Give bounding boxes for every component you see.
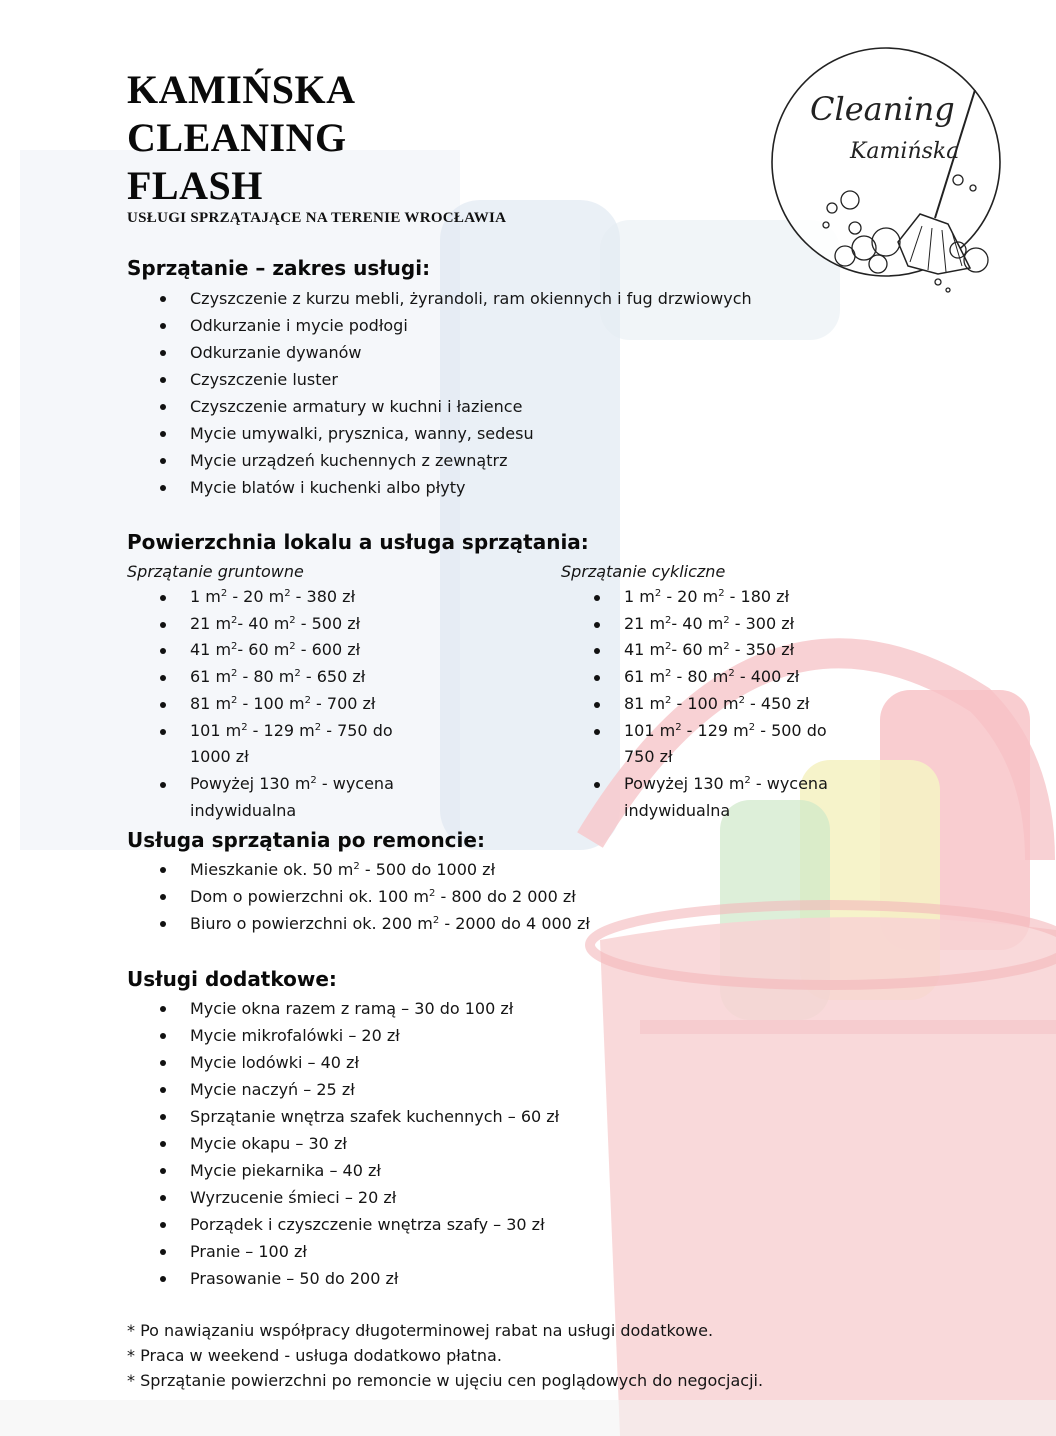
list-item: 81 $m^2 - 100$ $m^2 - 450$ zł	[561, 691, 854, 718]
list-item: Pranie – 100 zł	[127, 1238, 559, 1265]
cyclic-cleaning-label: Sprzątanie cykliczne	[561, 562, 726, 581]
list-item: Sprzątanie wnętrza szafek kuchennych – 60 zł	[127, 1103, 559, 1130]
bullet-icon	[160, 648, 166, 654]
bullet-icon	[160, 1087, 166, 1093]
renovation-list	[127, 856, 590, 937]
list-item: 1 $m^2 - 20$ $m^2 - 180$ zł	[561, 584, 854, 611]
bullet-icon	[160, 1114, 166, 1120]
basic-price-list	[127, 584, 420, 824]
logo-text-kaminska: Kamińska	[850, 139, 960, 164]
scope-heading: Sprzątanie – zakres usługi:	[127, 256, 431, 280]
list-item: 21 $m^2-$ 40 $m^2 - 300$ zł	[561, 611, 854, 638]
list-item: 41 $m^2-$ 60 $m^2 - 600$ zł	[127, 637, 420, 664]
bullet-icon	[160, 350, 166, 356]
list-item: Mycie urządzeń kuchennych z zewnątrz	[127, 447, 752, 474]
list-item: Mycie okapu – 30 zł	[127, 1130, 559, 1157]
bullet-icon	[594, 622, 600, 628]
bullet-icon	[160, 595, 166, 601]
scope-list	[127, 285, 752, 501]
cyclic-price-list	[561, 584, 854, 824]
bullet-icon	[160, 867, 166, 873]
footnotes	[127, 1318, 763, 1393]
bullet-icon	[160, 1006, 166, 1012]
bullet-icon	[160, 1276, 166, 1282]
cleaning-logo	[770, 28, 1010, 298]
list-item: 81 $m^2 - 100$ $m^2 - 700$ zł	[127, 691, 420, 718]
bullet-icon	[160, 296, 166, 302]
list-item: Biuro o powierzchni ok. 200 $m^2 - 2000$ do 4 000 zł	[127, 910, 590, 937]
bullet-icon	[160, 1141, 166, 1147]
list-item: Czyszczenie z kurzu mebli, żyrandoli, ram okiennych i fug drzwiowych	[127, 285, 752, 312]
bullet-icon	[160, 1249, 166, 1255]
list-item: 101 $m^2 - 129$ $m^2 - 500$ do 750 zł	[561, 718, 854, 771]
title-block	[127, 66, 506, 227]
list-item: Mieszkanie ok. 50 $m^2 - 500$ do 1000 zł	[127, 856, 590, 883]
company-name-line-1: KAMIŃSKA	[127, 67, 356, 112]
list-item: Prasowanie – 50 do 200 zł	[127, 1265, 559, 1292]
company-name-line-2: CLEANING	[127, 115, 347, 160]
bullet-icon	[160, 458, 166, 464]
logo-text-cleaning: Cleaning	[810, 90, 955, 128]
list-item: Czyszczenie armatury w kuchni i łazience	[127, 393, 752, 420]
footnote: * Po nawiązaniu współpracy długoterminowej rabat na usługi dodatkowe.	[127, 1321, 714, 1340]
bullet-icon	[160, 1168, 166, 1174]
list-item: Mycie piekarnika – 40 zł	[127, 1157, 559, 1184]
list-item: Powyżej 130 $m^2$ - wycena indywidualna	[127, 771, 420, 824]
list-item: Mycie umywalki, prysznica, wanny, sedesu	[127, 420, 752, 447]
list-item: Mycie mikrofalówki – 20 zł	[127, 1022, 559, 1049]
list-item: Wyrzucenie śmieci – 20 zł	[127, 1184, 559, 1211]
bullet-icon	[594, 648, 600, 654]
extra-services-list	[127, 995, 559, 1292]
bullet-icon	[160, 431, 166, 437]
list-item: 61 $m^2 - 80$ $m^2 - 650$ zł	[127, 664, 420, 691]
bullet-icon	[594, 729, 600, 735]
list-item: 1 $m^2 - 20$ $m^2 - 380$ zł	[127, 584, 420, 611]
bullet-icon	[160, 729, 166, 735]
bullet-icon	[160, 782, 166, 788]
bullet-icon	[160, 921, 166, 927]
area-heading: Powierzchnia lokalu a usługa sprzątania:	[127, 530, 589, 554]
bullet-icon	[594, 782, 600, 788]
bullet-icon	[160, 485, 166, 491]
list-item: Dom o powierzchni ok. 100 $m^2 - 800$ do 2 000 zł	[127, 883, 590, 910]
list-item: 61 $m^2 - 80$ $m^2 - 400$ zł	[561, 664, 854, 691]
bullet-icon	[594, 675, 600, 681]
bullet-icon	[160, 702, 166, 708]
bullet-icon	[160, 1060, 166, 1066]
extra-services-heading: Usługi dodatkowe:	[127, 967, 337, 991]
bullet-icon	[160, 377, 166, 383]
list-item: Mycie okna razem z ramą – 30 do 100 zł	[127, 995, 559, 1022]
list-item: Powyżej 130 $m^2$ - wycena indywidualna	[561, 771, 854, 824]
basic-cleaning-label: Sprzątanie gruntowne	[127, 562, 304, 581]
bullet-icon	[160, 675, 166, 681]
bullet-icon	[160, 1222, 166, 1228]
bullet-icon	[160, 622, 166, 628]
list-item: 101 $m^2 - 129$ $m^2 - 750$ do 1000 zł	[127, 718, 420, 771]
list-item: Odkurzanie i mycie podłogi	[127, 312, 752, 339]
bullet-icon	[160, 1195, 166, 1201]
list-item: Mycie blatów i kuchenki albo płyty	[127, 474, 752, 501]
list-item: Porządek i czyszczenie wnętrza szafy – 30 zł	[127, 1211, 559, 1238]
list-item: Mycie naczyń – 25 zł	[127, 1076, 559, 1103]
footnote: * Sprzątanie powierzchni po remoncie w ujęciu cen poglądowych do negocjacji.	[127, 1371, 764, 1390]
bullet-icon	[160, 323, 166, 329]
list-item: Mycie lodówki – 40 zł	[127, 1049, 559, 1076]
list-item: Czyszczenie luster	[127, 366, 752, 393]
bullet-icon	[594, 702, 600, 708]
bullet-icon	[160, 1033, 166, 1039]
bullet-icon	[160, 404, 166, 410]
footnote: * Praca w weekend - usługa dodatkowo płatna.	[127, 1346, 502, 1365]
subtitle: USŁUGI SPRZĄTAJĄCE NA TERENIE WROCŁAWIA	[127, 210, 507, 226]
bullet-icon	[594, 595, 600, 601]
list-item: 41 $m^2-$ 60 $m^2 - 350$ zł	[561, 637, 854, 664]
list-item: Odkurzanie dywanów	[127, 339, 752, 366]
list-item: 21 $m^2-$ 40 $m^2 - 500$ zł	[127, 611, 420, 638]
company-name-line-3: FLASH	[127, 163, 263, 208]
bullet-icon	[160, 894, 166, 900]
renovation-heading: Usługa sprzątania po remoncie:	[127, 828, 485, 852]
